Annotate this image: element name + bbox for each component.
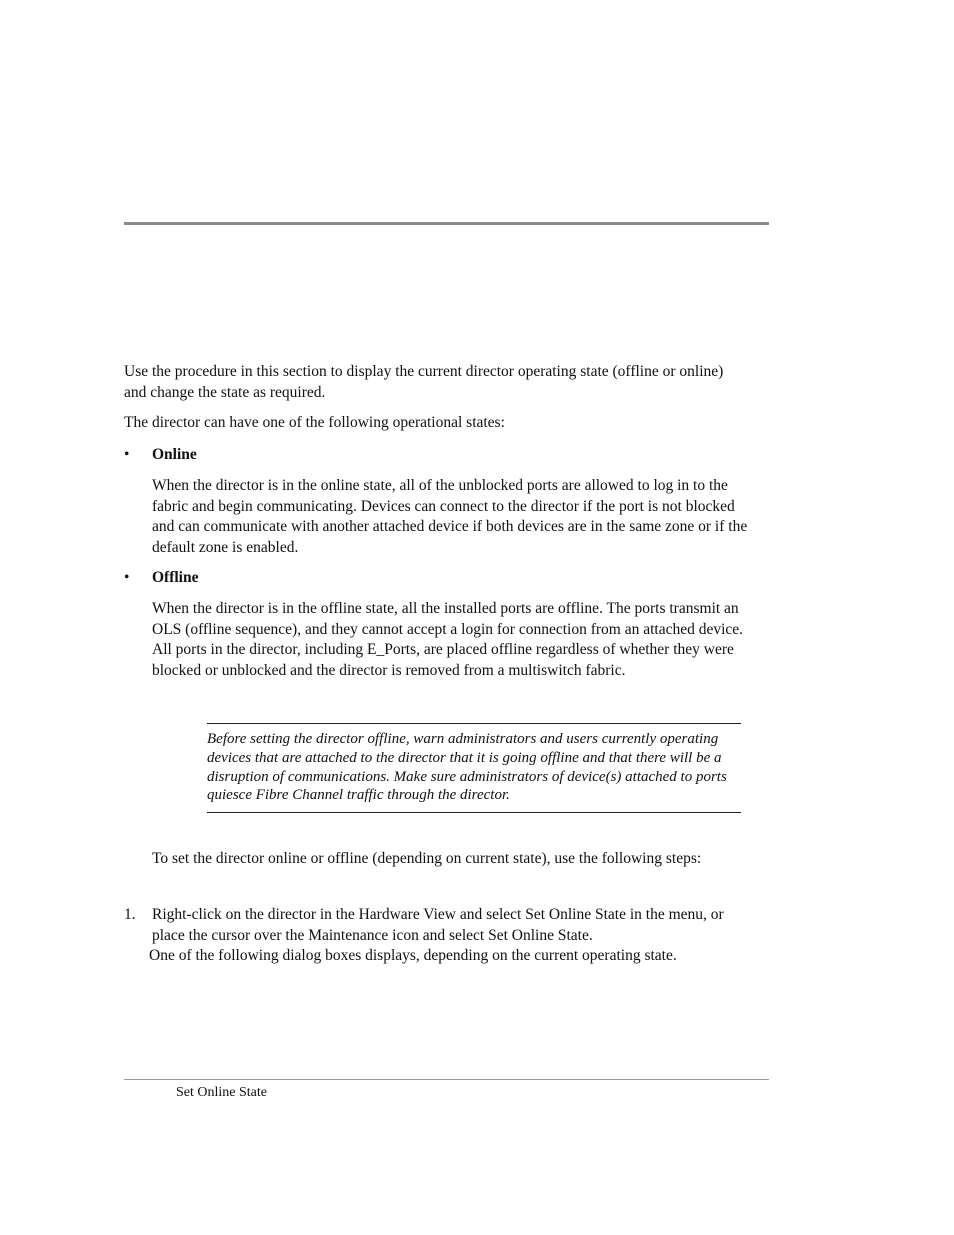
bullet-offline: • bbox=[124, 569, 130, 586]
term-online: Online bbox=[152, 446, 197, 463]
step-text-1: Right-click on the director in the Hardware View and select Set Online State in the menu, or place the cursor over the Maintenance icon and select Set Online State. bbox=[152, 906, 724, 944]
header-rule bbox=[124, 222, 769, 225]
term-offline: Offline bbox=[152, 569, 199, 586]
offline-description: When the director is in the offline state, all the installed ports are offline. The ports transmit an OLS (offline sequence), and they cannot accept a login for connection from an attached device. All ports in the director, including E_Ports, are placed offline regardless of whether they were blocked or unblocked and the director is removed from a multiswitch fabric. bbox=[152, 600, 744, 679]
step-number-1: 1. bbox=[124, 906, 136, 923]
online-description: When the director is in the online state, all of the unblocked ports are allowed to log in to the fabric and begin communicating. Devices can connect to the director if the port is not blocked and can communicate with another attached device if both devices are in the same zone or if the default zone is enabled. bbox=[152, 477, 748, 556]
steps-intro-paragraph: To set the director online or offline (depending on current state), use the following steps: bbox=[152, 850, 702, 867]
step-result-text: One of the following dialog boxes displays, depending on the current operating state. bbox=[149, 947, 677, 964]
footer-running-title: Set Online State bbox=[176, 1085, 267, 1100]
states-intro-paragraph: The director can have one of the following operational states: bbox=[124, 414, 505, 431]
intro-paragraph: Use the procedure in this section to display the current director operating state (offline or online) and change the state as required. bbox=[124, 363, 724, 401]
footer-rule bbox=[124, 1079, 769, 1080]
bullet-online: • bbox=[124, 446, 130, 463]
caution-note-text: Before setting the director offline, warn administrators and users currently operating devices that are attached to the director that it is going offline and that there will be a disruption of communications. Make sure administrators of device(s) attached to ports quiesce Fibre Channel traffic through the director. bbox=[207, 731, 727, 804]
caution-note bbox=[207, 723, 741, 813]
